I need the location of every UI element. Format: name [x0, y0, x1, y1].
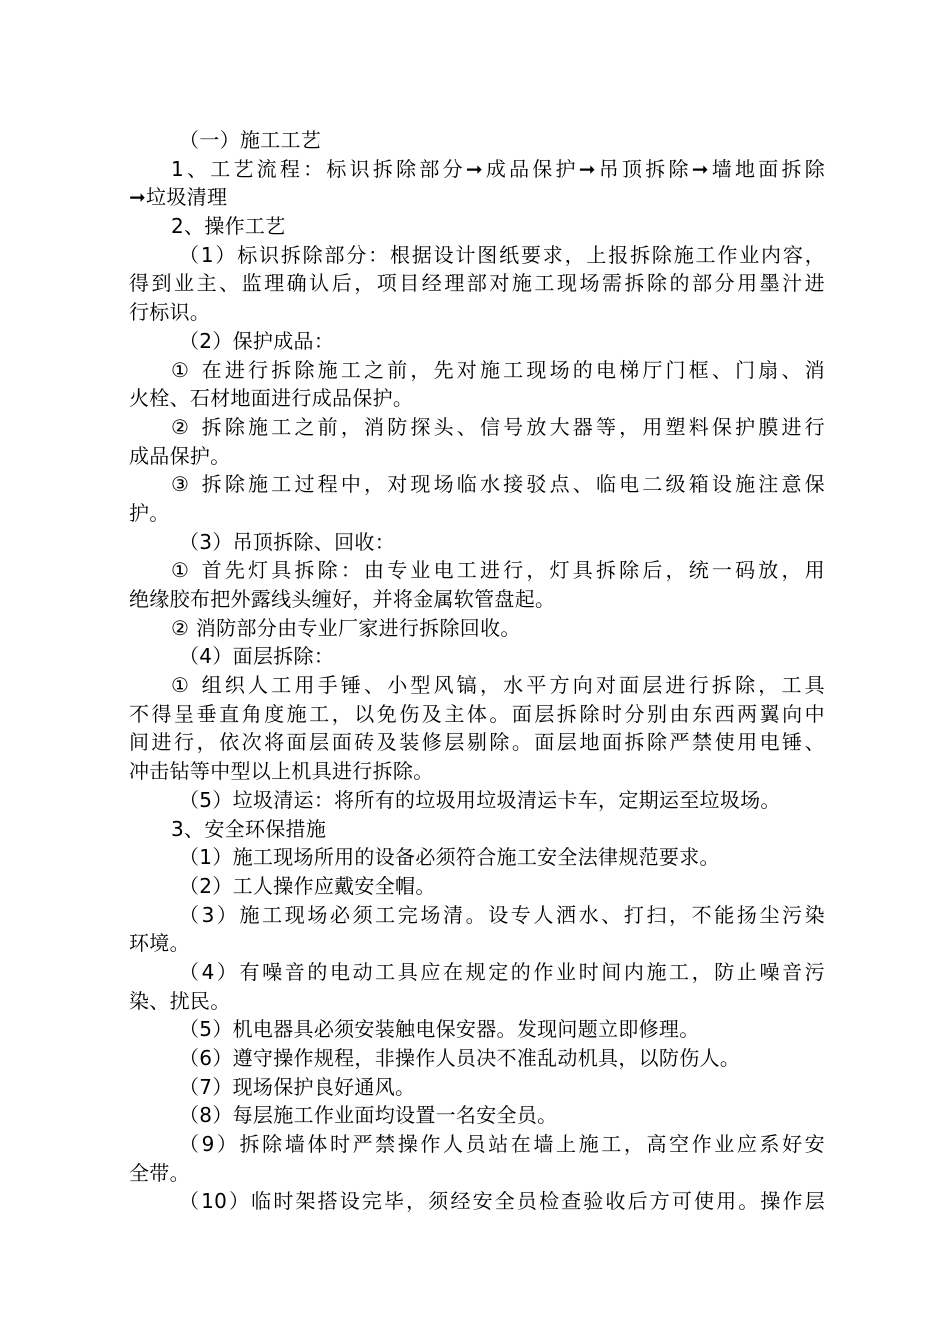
document-line: （4）面层拆除： [179, 644, 335, 669]
document-line: （5）垃圾清运：将所有的垃圾用垃圾清运卡车，定期运至垃圾场。 [179, 787, 781, 812]
document-line: 环境。 [129, 931, 190, 956]
document-line: （5）机电器具必须安装触电保安器。发现问题立即修理。 [179, 1017, 700, 1042]
document-line: （1）施工现场所用的设备必须符合施工安全法律规范要求。 [179, 845, 720, 870]
document-line: 行标识。 [129, 300, 211, 325]
document-line: 染、扰民。 [129, 988, 231, 1013]
document-line: 间进行，依次将面层面砖及装修层剔除。面层地面拆除严禁使用电锤、 [129, 730, 825, 755]
document-line: （3）施工现场必须工完场清。设专人洒水、打扫，不能扬尘污染 [179, 902, 825, 927]
document-line: ➞垃圾清理 [129, 185, 228, 210]
document-line: ① 在进行拆除施工之前，先对施工现场的电梯厅门框、门扇、消 [171, 357, 825, 382]
document-line: 1、工艺流程：标识拆除部分➞成品保护➞吊顶拆除➞墙地面拆除 [171, 156, 825, 181]
document-line: 绝缘胶布把外露线头缠好，并将金属软管盘起。 [129, 587, 556, 611]
document-line: （9）拆除墙体时严禁操作人员站在墙上施工，高空作业应系好安 [179, 1132, 825, 1157]
document-body [129, 126, 825, 1216]
document-line: （4）有噪音的电动工具应在规定的作业时间内施工，防止噪音污 [179, 959, 825, 984]
document-line: （8）每层施工作业面均设置一名安全员。 [179, 1103, 558, 1128]
document-line: 护。 [129, 500, 170, 525]
document-line: ② 消防部分由专业厂家进行拆除回收。 [171, 615, 521, 640]
document-line: （2）保护成品： [179, 328, 335, 353]
document-line: ① 组织人工用手锤、小型风镐，水平方向对面层进行拆除，工具 [171, 673, 825, 698]
document-line: （2）工人操作应戴安全帽。 [179, 873, 436, 898]
document-line: 得到业主、监理确认后，项目经理部对施工现场需拆除的部分用墨汁进 [129, 271, 825, 296]
document-line: ③ 拆除施工过程中，对现场临水接驳点、临电二级箱设施注意保 [171, 472, 825, 497]
document-line: （10）临时架搭设完毕，须经安全员检查验收后方可使用。操作层 [179, 1189, 825, 1214]
document-line: （3）吊顶拆除、回收： [179, 529, 396, 554]
document-line: （7）现场保护良好通风。 [179, 1074, 416, 1099]
document-line: （6）遵守操作规程，非操作人员决不准乱动机具，以防伤人。 [179, 1046, 741, 1070]
document-line: 不得呈垂直角度施工，以免伤及主体。面层拆除时分别由东西两翼向中 [129, 701, 825, 726]
document-line: ① 首先灯具拆除：由专业电工进行，灯具拆除后，统一码放，用 [171, 558, 825, 583]
document-line: 3、安全环保措施 [171, 816, 327, 841]
document-line: （一）施工工艺 [179, 128, 322, 152]
document-line: 2、操作工艺 [171, 214, 286, 239]
document-line: 全带。 [129, 1160, 190, 1185]
document-line: 冲击钻等中型以上机具进行拆除。 [129, 759, 434, 784]
document-line: ② 拆除施工之前，消防探头、信号放大器等，用塑料保护膜进行 [171, 414, 825, 439]
document-line: 火栓、石材地面进行成品保护。 [129, 386, 414, 411]
document-line: （1）标识拆除部分：根据设计图纸要求，上报拆除施工作业内容， [179, 242, 825, 267]
document-line: 成品保护。 [129, 443, 231, 468]
